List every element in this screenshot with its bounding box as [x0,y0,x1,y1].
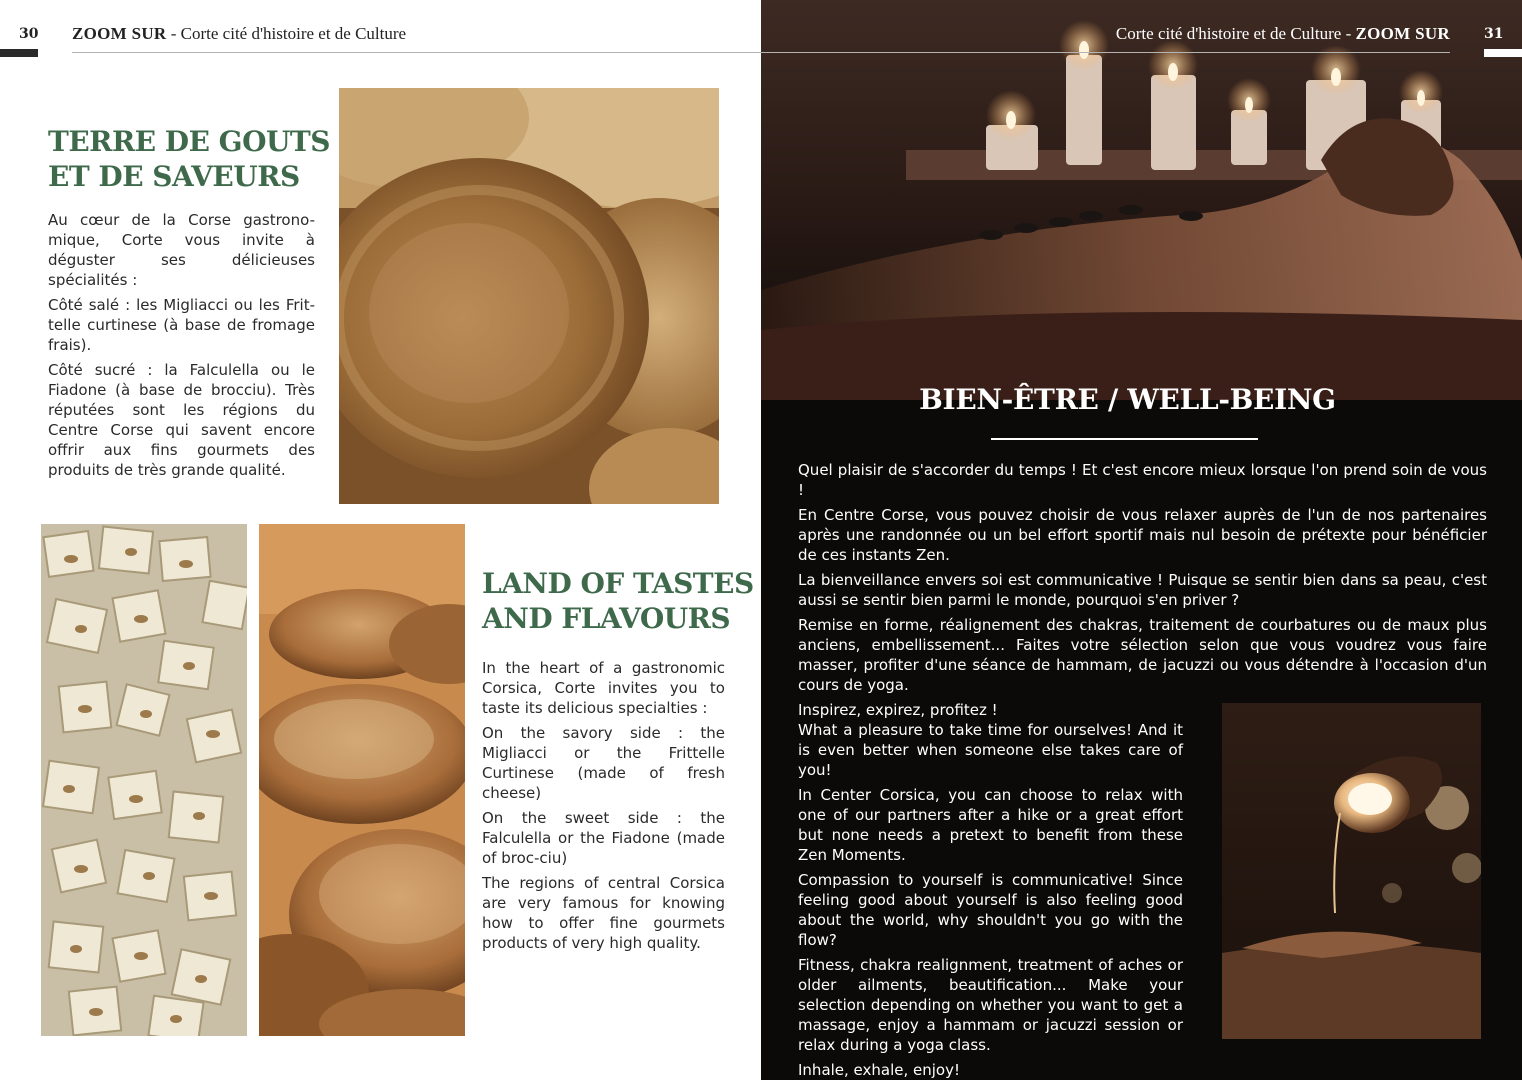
header-zoom-sur-left: ZOOM SUR [72,24,167,43]
right-page [761,0,1522,1080]
title-en [482,566,754,636]
header-subtitle-left: - Corte cité d'histoire et de Culture [166,24,407,43]
title-fr [48,124,330,194]
text-fr-paragraph: Côté sucré : la Falculella ou le Fiadone (à base de brocciu). Très réputées sont les régions du Centre Corse qui savent encore offrir aux fins gourmets des produits de très grande qualité. [48,361,315,479]
text-fr-right-paragraph: Inspirez, expirez, profitez ! [798,701,998,719]
running-header-left [72,24,406,44]
title-fr-line1: TERRE DE GOUTS [48,125,330,158]
text-fr [48,210,315,485]
page-number-bar-right [1484,49,1522,57]
cheese-image [339,88,719,504]
text-en-right-paragraph: Inhale, exhale, enjoy! [798,1061,961,1079]
massage-image [761,0,1522,400]
text-en-paragraph: In the heart of a gastronomic Corsica, Corte invites you to taste its delicious specialties : [482,659,725,717]
candle-oil-photo [1222,703,1481,1039]
title-fr-line2: ET DE SAVEURS [48,160,300,193]
text-en-paragraph: On the sweet side : the Falculella or the Fiadone (made of broc-ciu) [482,809,725,867]
cheese-photo [339,88,719,504]
massage-photo [761,0,1522,400]
header-rule-right [761,52,1450,53]
text-fr-right [798,460,1487,725]
text-en-right-paragraph: In Center Corsica, you can choose to relax with one of our partners after a hike or a great effort but none needs a pretext to benefit from these Zen Moments. [798,786,1183,864]
nougat-photo [41,524,247,1036]
text-fr-right-paragraph: Quel plaisir de s'accorder du temps ! Et c'est encore mieux lorsque l'on prend soin de vous ! [798,461,1487,499]
candle-oil-image [1222,703,1481,1039]
text-fr-right-paragraph: En Centre Corse, vous pouvez choisir de vous relaxer auprès de l'un de nos partenaires après une randonnée ou un bel effort sportif mais nul besoin de prétexte pour bénéficier de ces instants Zen. [798,506,1487,564]
running-header-right [1116,24,1450,44]
header-rule-left [72,52,761,53]
title-underline [991,438,1258,440]
text-en-right-paragraph: Compassion to yourself is communicative! Since feeling good about yourself is also feeling good about the world, why shouldn't you go with the flow? [798,871,1183,949]
text-fr-right-paragraph: La bienveillance envers soi est communicative ! Puisque se sentir bien dans sa peau, c'est aussi se sentir bien parmi le monde, pourquoi s'en priver ? [798,571,1487,609]
page-number-left: 30 [19,26,39,42]
text-en-right-paragraph: Fitness, chakra realignment, treatment of aches or older ailments, beautification... Make your selection depending on whether you want to get a massage, enjoy a hammam or jacuzzi session or relax during a yoga class. [798,956,1183,1054]
text-en-right-paragraph: What a pleasure to take time for ourselves! And it is even better when someone else takes care of you! [798,721,1183,779]
header-zoom-sur-right: ZOOM SUR [1355,24,1450,43]
text-en [482,658,725,958]
page-number-bar-left [0,49,38,57]
title-en-line1: LAND OF TASTES [482,567,754,600]
text-fr-right-paragraph: Remise en forme, réalignement des chakras, traitement de courbatures ou de maux plus anciens, embellissement... Faites votre sélection selon que vous voudrez vous faire masser, profiter d'une séance de hammam, de jacuzzi ou vous détendre à l'occasion d'un cours de yoga. [798,616,1487,694]
text-en-right [798,720,1183,1080]
nougat-image [41,524,247,1036]
title-en-line2: AND FLAVOURS [482,602,731,635]
biscuits-photo [259,524,465,1036]
wellbeing-title: BIEN-ÊTRE / WELL-BEING [919,383,1336,416]
page-number-right: 31 [1484,26,1504,42]
text-fr-paragraph: Au cœur de la Corse gastrono-mique, Corte vous invite à déguster ses délicieuses spécialités : [48,211,315,289]
header-subtitle-right: Corte cité d'histoire et de Culture - [1115,24,1356,43]
text-en-paragraph: On the savory side : the Migliacci or the Frittelle Curtinese (made of fresh cheese) [482,724,725,802]
text-fr-paragraph: Côté salé : les Migliacci ou les Frit-telle curtinese (à base de fromage frais). [48,296,315,354]
text-en-paragraph: The regions of central Corsica are very famous for knowing how to offer fine gourmets products of very high quality. [482,874,725,952]
biscuits-image [259,524,465,1036]
